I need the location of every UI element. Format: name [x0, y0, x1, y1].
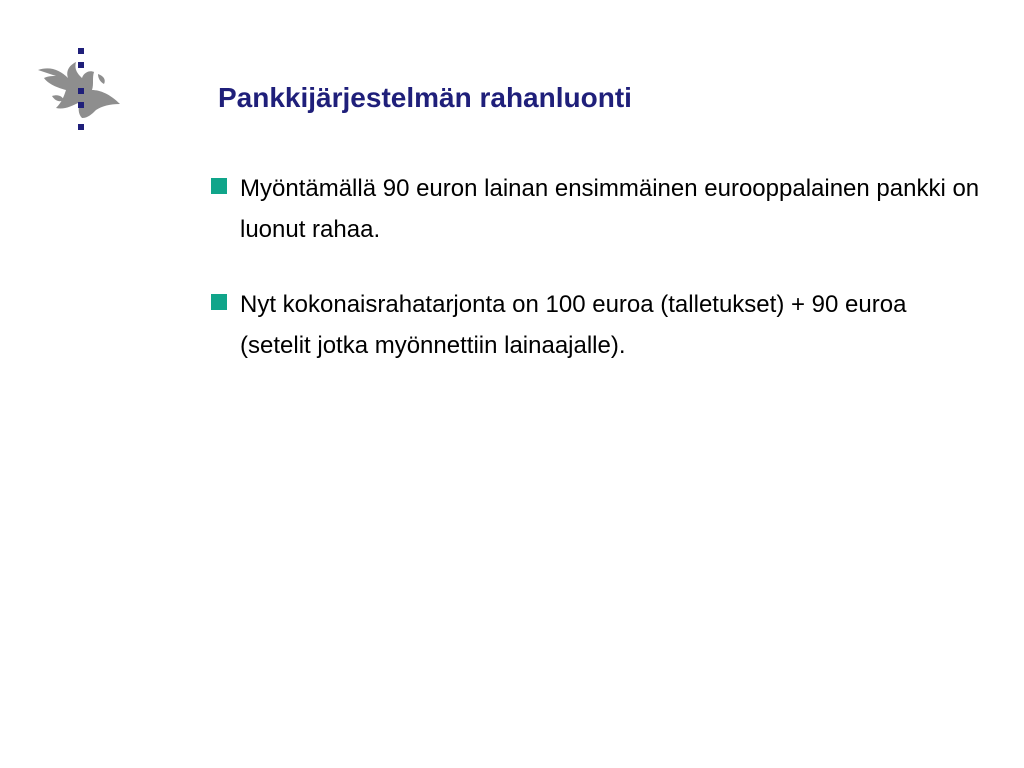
bullet-item	[210, 284, 980, 366]
bullet-item	[210, 168, 980, 250]
square-bullet-icon	[211, 294, 227, 310]
university-flame-logo-icon	[34, 44, 130, 140]
slide-title: Pankkijärjestelmän rahanluonti	[218, 82, 632, 113]
bullet-text: Nyt kokonaisrahatarjonta on 100 euroa (talletukset) + 90 euroa (setelit jotka myönnettiin lainaajalle).	[240, 291, 907, 359]
bullet-list	[210, 168, 980, 400]
bullet-text: Myöntämällä 90 euron lainan ensimmäinen eurooppalainen pankki on luonut rahaa.	[240, 175, 980, 243]
square-bullet-icon	[211, 178, 227, 194]
